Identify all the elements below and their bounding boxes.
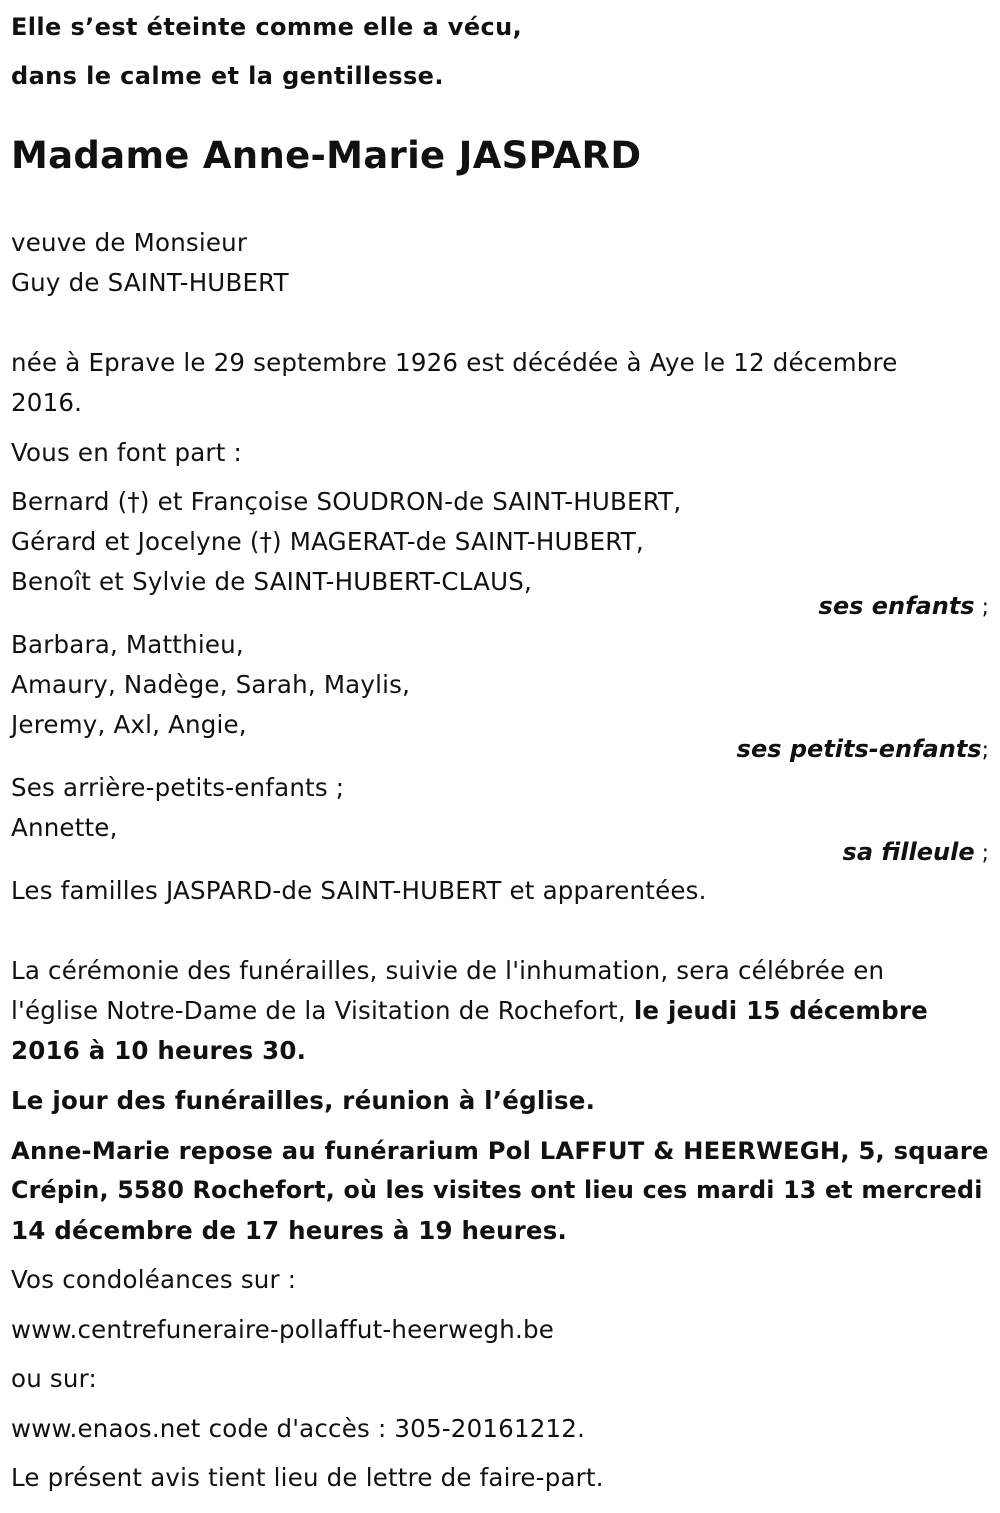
widow-line-2: Guy de SAINT-HUBERT [11,268,289,297]
ceremony-line-1: La cérémonie des funérailles, suivie de l'inhumation, sera célébrée en [11,956,885,985]
condolences-site-1: www.centrefuneraire-pollaffut-heerwegh.be [11,1315,554,1344]
relation-children-label: ses enfants [818,592,975,620]
child-line: Bernard (†) et Françoise SOUDRON-de SAINT-HUBERT, [11,487,682,516]
relation-grandchildren [737,737,989,762]
repose-line-1: Anne-Marie repose au funérarium Pol LAFFUT & HEERWEGH, 5, square [11,1136,989,1165]
child-line: Benoît et Sylvie de SAINT-HUBERT-CLAUS, [11,567,532,596]
repose-line-2: Crépin, 5580 Rochefort, où les visites ont lieu ces mardi 13 et mercredi [11,1176,983,1204]
relation-grandchildren-punct: ; [981,738,989,763]
grandchild-line: Jeremy, Axl, Angie, [11,710,247,739]
condolences-or: ou sur: [11,1364,97,1393]
relation-goddaughter-label: sa filleule [842,838,975,866]
epitaph-line-2: dans le calme et la gentillesse. [11,62,444,90]
relation-children-punct: ; [974,595,989,620]
great-grandchildren-text: Ses arrière-petits-enfants ; [11,773,345,802]
ceremony-time: 2016 à 10 heures 30. [11,1036,307,1065]
repose-line-3: 14 décembre de 17 heures à 19 heures. [11,1216,568,1245]
birth-death-line-2: 2016. [11,388,83,417]
ceremony-date: le jeudi 15 décembre [633,996,928,1025]
ceremony-place: l'église Notre-Dame de la Visitation de Rochefort, [11,996,626,1025]
ceremony-line-2 [11,996,928,1025]
relation-children [819,594,989,619]
relation-goddaughter [843,840,989,865]
condolences-site-2: www.enaos.net code d'accès : 305-20161212. [11,1414,586,1443]
widow-line-1: veuve de Monsieur [11,228,248,257]
condolences-label: Vos condoléances sur : [11,1265,297,1294]
families-text: Les familles JASPARD-de SAINT-HUBERT et apparentées. [11,876,707,905]
deceased-name: Madame Anne-Marie JASPARD [11,134,642,177]
birth-death-line-1: née à Eprave le 29 septembre 1926 est décédée à Aye le 12 décembre [11,348,898,377]
child-line: Gérard et Jocelyne (†) MAGERAT-de SAINT-HUBERT, [11,527,644,556]
grandchild-line: Barbara, Matthieu, [11,630,244,659]
relation-goddaughter-punct: ; [974,841,989,866]
grandchild-line: Amaury, Nadège, Sarah, Maylis, [11,670,411,699]
meeting-text: Le jour des funérailles, réunion à l’église. [11,1086,596,1115]
goddaughter-name: Annette, [11,813,118,842]
footer-text: Le présent avis tient lieu de lettre de faire-part. [11,1463,604,1492]
epitaph-line-1: Elle s’est éteinte comme elle a vécu, [11,13,523,41]
announce-text: Vous en font part : [11,438,242,467]
relation-grandchildren-label: ses petits-enfants [736,735,982,763]
